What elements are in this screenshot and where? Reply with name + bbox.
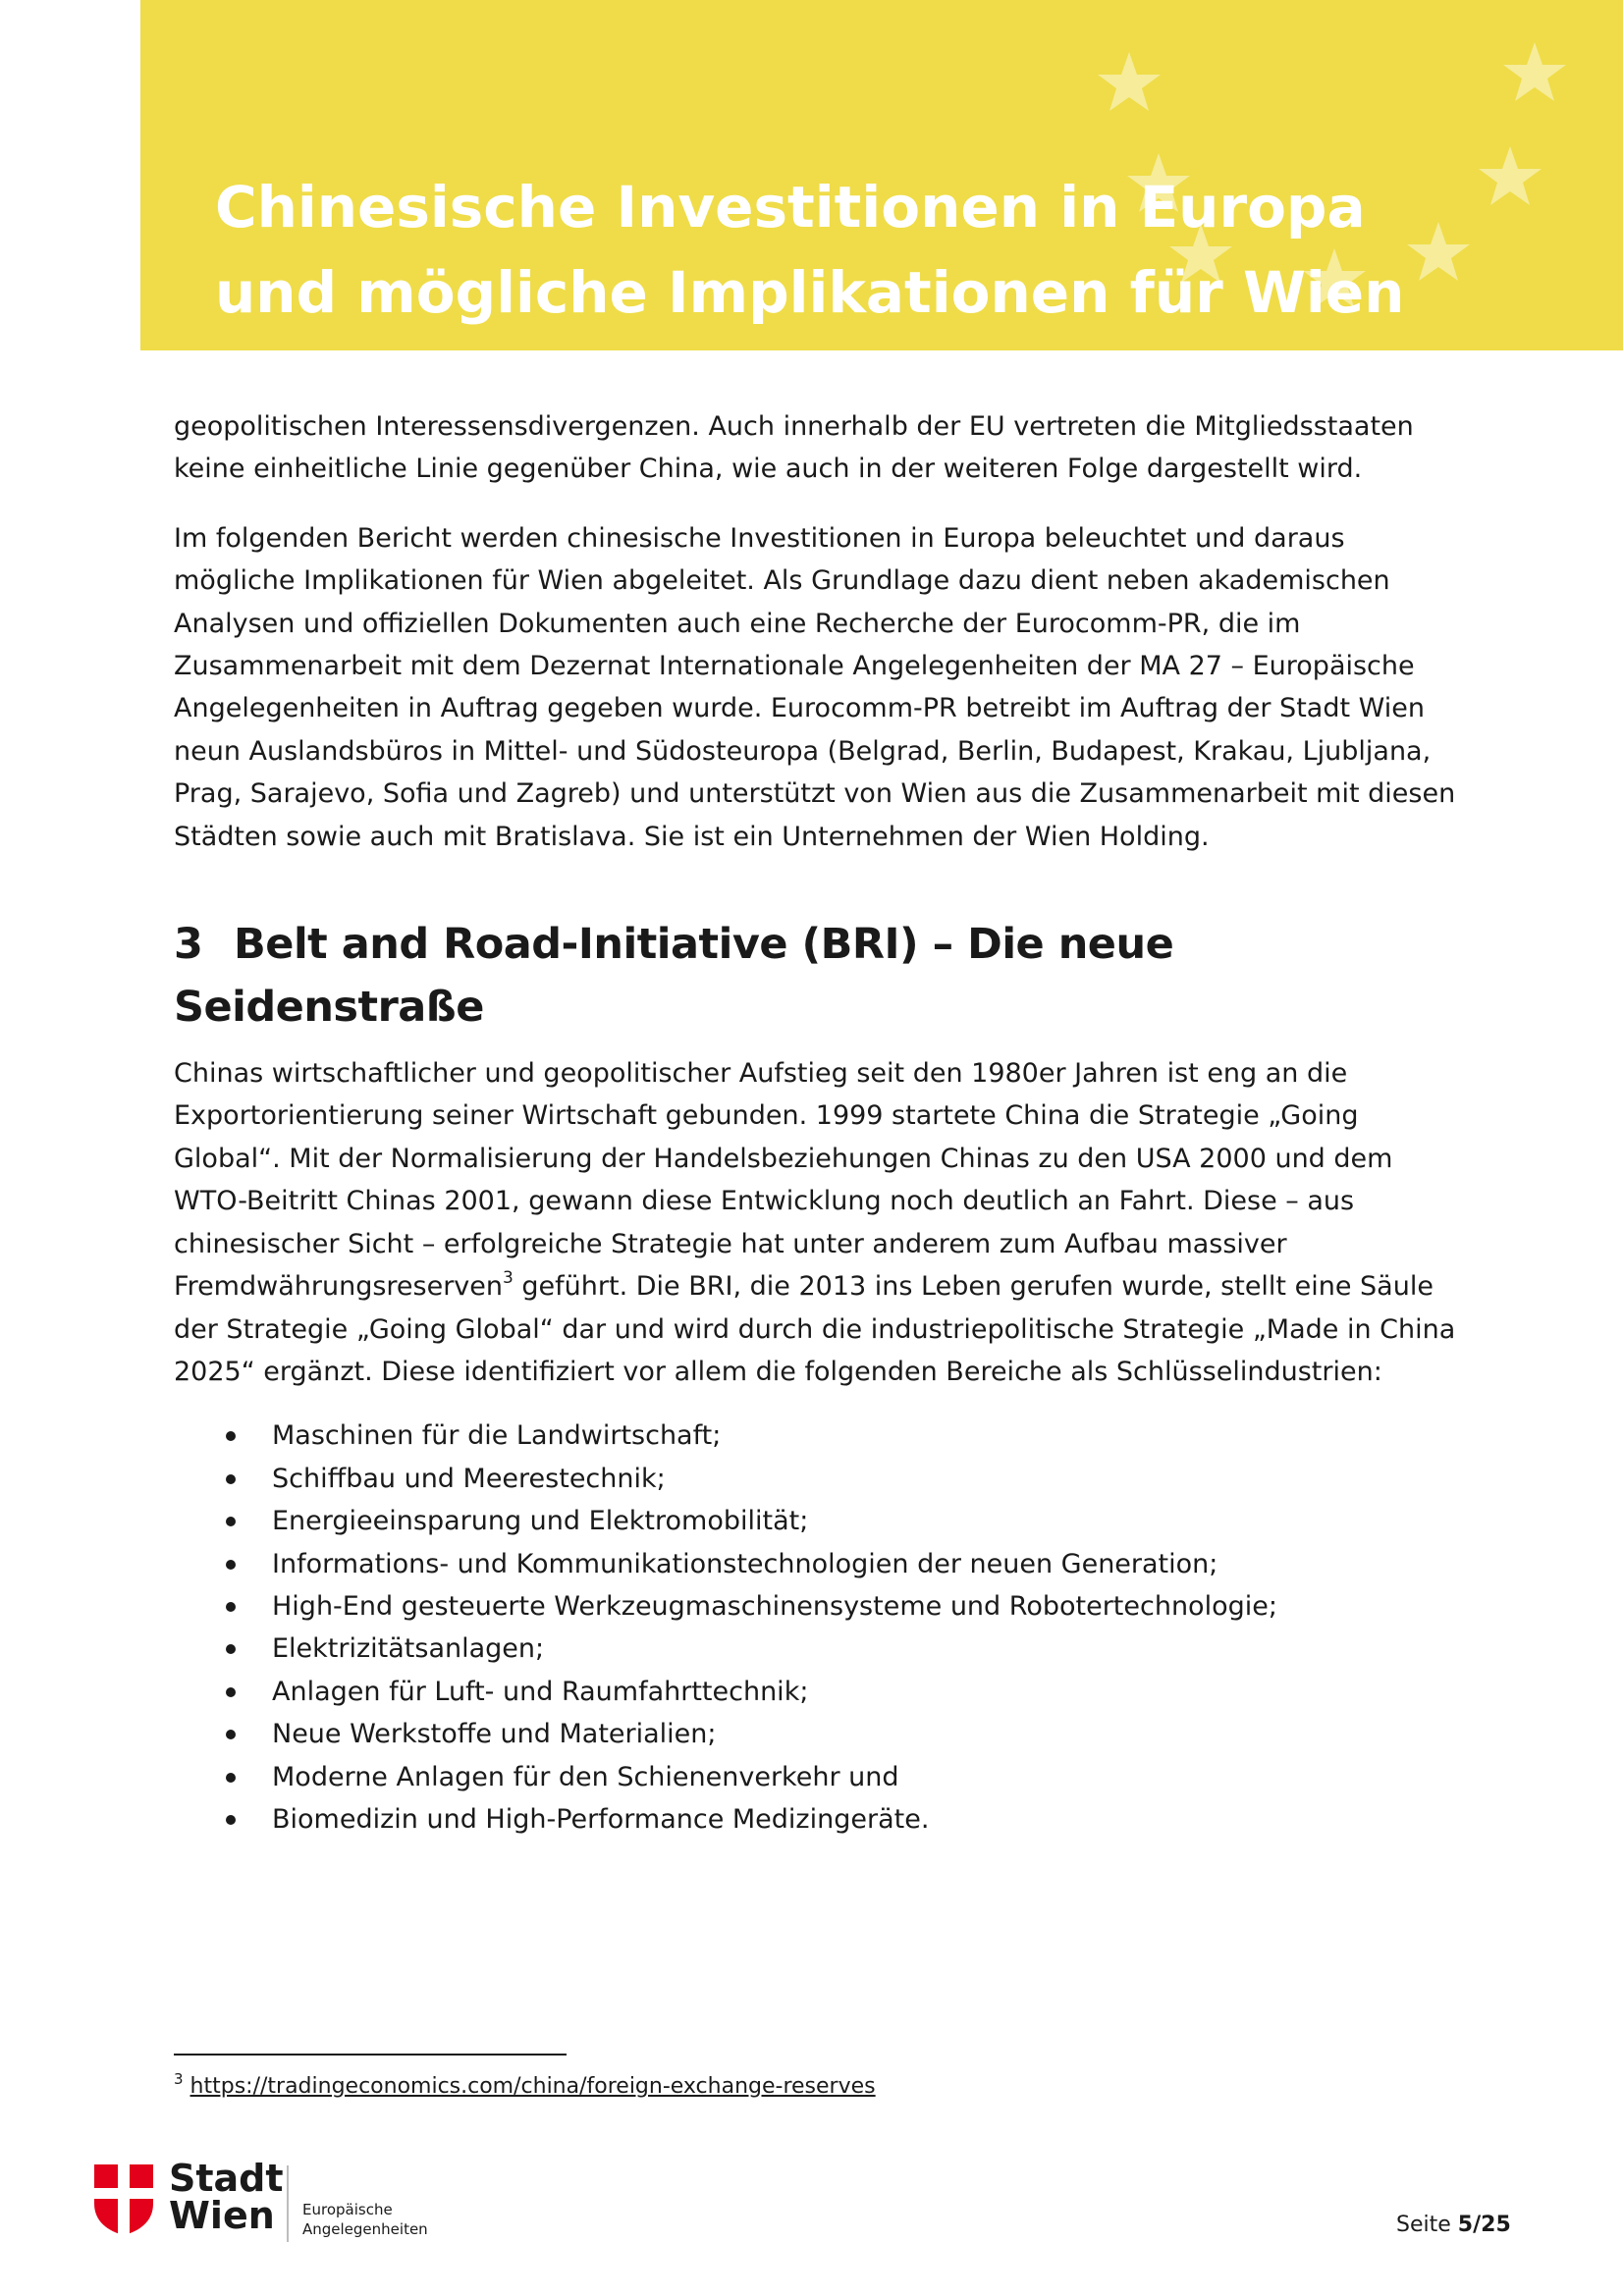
page-current: 5: [1457, 2213, 1474, 2237]
list-item: [174, 1415, 1470, 1457]
section-title: Belt and Road-Initiative (BRI) – Die neue Seidenstraße: [174, 920, 1174, 1033]
star-icon: [1098, 52, 1161, 111]
department-line-2: Angelegenheiten: [302, 2220, 428, 2238]
list-item: [174, 1798, 1470, 1841]
star-icon: [1407, 222, 1470, 281]
section-number: 3: [174, 920, 203, 970]
bullet-icon: [226, 1602, 236, 1612]
paragraph-intro-continuation: geopolitischen Interessensdivergenzen. Auch innerhalb der EU vertreten die Mitgliedsstaaten keine einheitliche Linie gegenüber China, wie auch in der weiteren Folge dargestellt wird.: [174, 411, 1414, 485]
section-heading: [174, 913, 1470, 1039]
title-line-2: und mögliche Implikationen für Wien: [215, 259, 1405, 326]
list-item-text: Moderne Anlagen für den Schienenverkehr und: [272, 1761, 899, 1792]
list-item-text: Energieeinsparung und Elektromobilität;: [272, 1506, 809, 1537]
list-item-text: Maschinen für die Landwirtschaft;: [272, 1420, 722, 1452]
page-number: [1396, 2213, 1511, 2238]
list-item-text: Schiffbau und Meerestechnik;: [272, 1463, 666, 1494]
footnote: [174, 2071, 876, 2103]
list-item: [174, 1585, 1470, 1628]
paragraph-bri: [174, 1052, 1470, 1393]
paragraph-bri-part-2: geführt. Die BRI, die 2013 ins Leben gerufen wurde, stellt eine Säule der Strategie „Going Global“ dar und wird durch die industriepolitische Strategie „Made in China 2025“ ergänzt. Diese identifiziert vor allem die folgenden Bereiche als Schlüsselindustrien:: [174, 1271, 1456, 1387]
list-item: [174, 1756, 1470, 1798]
main-content: [174, 405, 1470, 1841]
header-banner: [140, 0, 1623, 350]
department-line-1: Europäische: [302, 2201, 393, 2218]
list-item: [174, 1543, 1470, 1585]
footnote-number: 3: [174, 2070, 184, 2088]
list-item: [174, 1500, 1470, 1542]
list-item: [174, 1713, 1470, 1755]
bullet-icon: [226, 1517, 236, 1526]
bullet-icon: [226, 1730, 236, 1739]
page-label: Seite: [1396, 2213, 1458, 2237]
bullet-icon: [226, 1474, 236, 1484]
list-item-text: Anlagen für Luft- und Raumfahrttechnik;: [272, 1676, 809, 1707]
bullet-icon: [226, 1560, 236, 1570]
document-title: [215, 165, 1404, 336]
brand-line-1: Stadt: [169, 2157, 284, 2200]
list-item-text: High-End gesteuerte Werkzeugmaschinensysteme und Robotertechnologie;: [272, 1590, 1277, 1622]
bullet-icon: [226, 1815, 236, 1825]
paragraph-report-overview: Im folgenden Bericht werden chinesische Investitionen in Europa beleuchtet und daraus mögliche Implikationen für Wien abgeleitet. Als Grundlage dazu dient neben akademischen Analysen und offiziellen Dokumenten auch eine Recherche der Eurocomm-PR, die im Zusammenarbeit mit dem Dezernat Internationale Angelegenheiten der MA 27 – Europäische Angelegenheiten in Auftrag gegeben wurde. Eurocomm-PR betreibt im Auftrag der Stadt Wien neun Auslandsbüros in Mittel- und Südosteuropa (Belgrad, Berlin, Budapest, Krakau, Ljubljana, Prag, Sarajevo, Sofia und Zagreb) und unterstützt von Wien aus die Zusammenarbeit mit diesen Städten sowie auch mit Bratislava. Sie ist ein Unternehmen der Wien Holding.: [174, 522, 1456, 852]
star-icon: [1479, 146, 1542, 205]
brand-wordmark: [169, 2157, 284, 2237]
bullet-icon: [226, 1431, 236, 1441]
paragraph-bri-part-1: Chinas wirtschaftlicher und geopolitischer Aufstieg seit den 1980er Jahren ist eng an die Exportorientierung seiner Wirtschaft gebunden. 1999 startete China die Strategie „Going Global“. Mit der Normalisierung der Handelsbeziehungen Chinas zu den USA 2000 und dem WTO-Beitritt Chinas 2001, gewann diese Entwicklung noch deutlich an Fahrt. Diese – aus chinesischer Sicht – erfolgreiche Strategie hat unter anderem zum Aufbau massiver Fremdwährungsreserven: [174, 1058, 1393, 1303]
list-item: [174, 1671, 1470, 1713]
list-item-text: Biomedizin und High-Performance Medizingeräte.: [272, 1803, 930, 1835]
footnote-link[interactable]: https://tradingeconomics.com/china/foreign-exchange-reserves: [189, 2074, 876, 2099]
page-total: 25: [1481, 2213, 1511, 2237]
bullet-icon: [226, 1687, 236, 1697]
list-item-text: Informations- und Kommunikationstechnologien der neuen Generation;: [272, 1548, 1218, 1579]
key-industries-list: [174, 1415, 1470, 1841]
star-icon: [1503, 42, 1566, 101]
stadt-wien-logo-icon: [94, 2164, 153, 2235]
title-line-1: Chinesische Investitionen in Europa: [215, 174, 1366, 240]
bullet-icon: [226, 1773, 236, 1783]
department-name: [302, 2200, 428, 2239]
bullet-icon: [226, 1644, 236, 1654]
brand-divider: [287, 2165, 289, 2242]
footnote-divider: [174, 2054, 567, 2056]
list-item: [174, 1628, 1470, 1670]
footnote-reference[interactable]: 3: [503, 1268, 514, 1289]
list-item: [174, 1458, 1470, 1500]
list-item-text: Elektrizitätsanlagen;: [272, 1633, 545, 1665]
list-item-text: Neue Werkstoffe und Materialien;: [272, 1719, 717, 1750]
page-separator: /: [1473, 2213, 1482, 2237]
brand-line-2: Wien: [169, 2194, 275, 2237]
